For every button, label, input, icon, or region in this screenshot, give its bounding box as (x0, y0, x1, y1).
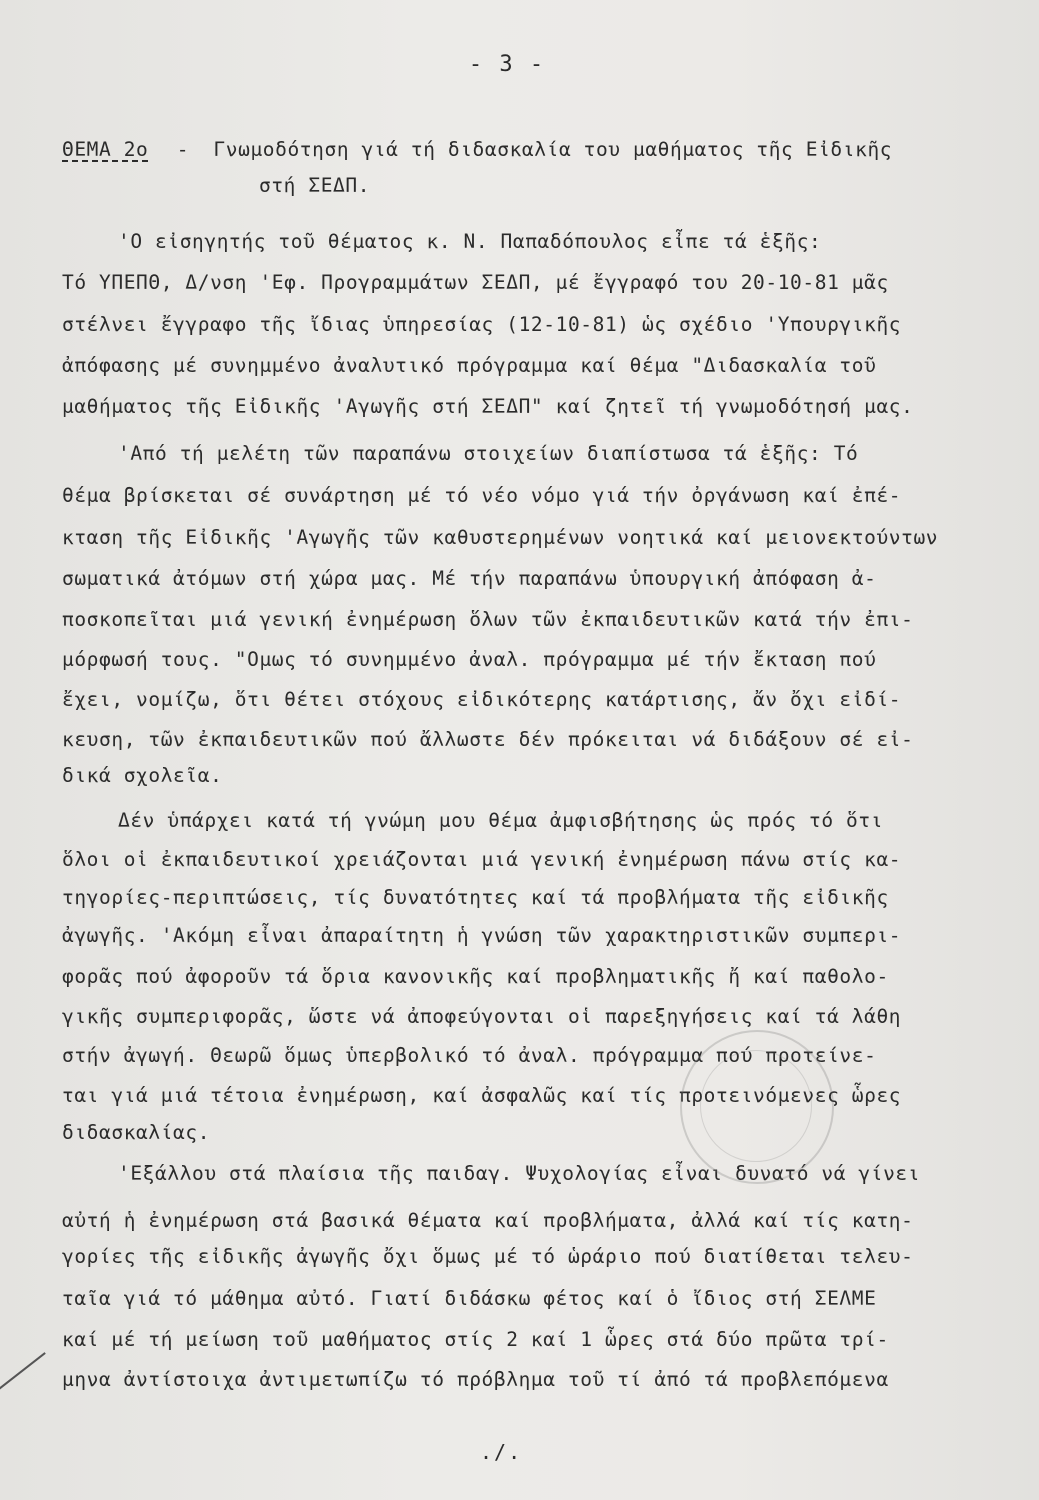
text-line: 'Ο εἰσηγητής τοῦ θέματος κ. Ν. Παπαδόπουλος εἶπε τά ἑξῆς: (118, 230, 822, 253)
page-number: - 3 - (468, 52, 546, 77)
text-line: σωματικά ἀτόμων στή χώρα μας. Μέ τήν παραπάνω ὑπουργική ἀπόφαση ἀ- (62, 567, 877, 590)
continuation-mark: ./. (480, 1440, 523, 1464)
text-line: καί μέ τή μείωση τοῦ μαθήματος στίς 2 καί 1 ὧρες στά δύο πρῶτα τρί- (62, 1328, 889, 1351)
margin-stroke (0, 1352, 46, 1397)
heading-line-1 (62, 136, 892, 164)
text-line: μηνα ἀντίστοιχα ἀντιμετωπίζω τό πρόβλημα τοῦ τί ἀπό τά προβλεπόμενα (62, 1368, 889, 1391)
text-line: διδασκαλίας. (62, 1121, 211, 1144)
text-line: ταῖα γιά τό μάθημα αὐτό. Γιατί διδάσκω φέτος καί ὁ ἴδιος στή ΣΕΛΜΕ (62, 1287, 877, 1310)
text-line: φορᾶς πού ἀφοροῦν τά ὅρια κανονικῆς καί προβληματικῆς ἤ καί παθολο- (62, 965, 889, 988)
text-line: τηγορίες-περιπτώσεις, τίς δυνατότητες καί τά προβλήματα τῆς εἰδικῆς (62, 886, 889, 909)
text-line: ἀπόφασης μέ συνημμένο ἀναλυτικό πρόγραμμα καί θέμα "Διδασκαλία τοῦ (62, 354, 877, 377)
text-line: ται γιά μιά τέτοια ἐνημέρωση, καί ἀσφαλῶς καί τίς προτεινόμενες ὧρες (62, 1084, 902, 1107)
text-line: στήν ἀγωγή. Θεωρῶ ὅμως ὑπερβολικό τό ἀναλ. πρόγραμμα πού προτείνε- (62, 1044, 877, 1067)
heading-title-line2: στή ΣΕΔΠ. (259, 174, 371, 197)
text-line: ποσκοπεῖται μιά γενική ἐνημέρωση ὅλων τῶν ἐκπαιδευτικῶν κατά τήν ἐπι- (62, 608, 914, 631)
text-line: μόρφωσή τους. "Ομως τό συνημμένο ἀναλ. πρόγραμμα μέ τήν ἔκταση πού (62, 648, 877, 671)
text-line: 'Εξάλλου στά πλαίσια τῆς παιδαγ. Ψυχολογίας εἶναι δυνατό νά γίνει (118, 1162, 921, 1185)
stamp (680, 1030, 834, 1184)
text-line: θέμα βρίσκεται σέ συνάρτηση μέ τό νέο νόμο γιά τήν ὀργάνωση καί ἐπέ- (62, 484, 902, 507)
text-line: γορίες τῆς εἰδικῆς ἀγωγῆς ὄχι ὅμως μέ τό ὡράριο πού διατίθεται τελευ- (62, 1245, 914, 1268)
text-line: Τό ΥΠΕΠΘ, Δ/νση 'Εφ. Προγραμμάτων ΣΕΔΠ, μέ ἔγγραφό του 20-10-81 μᾶς (62, 271, 889, 294)
text-line: Δέν ὑπάρχει κατά τή γνώμη μου θέμα ἀμφισβήτησης ὡς πρός τό ὅτι (118, 809, 884, 832)
heading-dash: - (176, 138, 190, 161)
text-line: δικά σχολεῖα. (62, 764, 223, 787)
heading-title-line1: Γνωμοδότηση γιά τή διδασκαλία του μαθήματος τῆς Εἰδικῆς (213, 138, 893, 161)
text-line: κταση τῆς Εἰδικῆς 'Αγωγῆς τῶν καθυστερημένων νοητικά καί μειονεκτούντων (62, 526, 939, 549)
text-line: κευση, τῶν ἐκπαιδευτικῶν πού ἄλλωστε δέν πρόκειται νά διδάξουν σέ εἰ- (62, 728, 914, 751)
text-line: αὐτή ἡ ἐνημέρωση στά βασικά θέματα καί προβλήματα, ἀλλά καί τίς κατη- (62, 1209, 914, 1232)
text-line: 'Από τή μελέτη τῶν παραπάνω στοιχείων διαπίστωσα τά ἑξῆς: Τό (118, 442, 859, 465)
text-line: ἔχει, νομίζω, ὅτι θέτει στόχους εἰδικότερης κατάρτισης, ἄν ὄχι εἰδί- (62, 688, 902, 711)
text-line: ὅλοι οἱ ἐκπαιδευτικοί χρειάζονται μιά γενική ἐνημέρωση πάνω στίς κα- (62, 848, 902, 871)
heading-label: ΘΕΜΑ 2ο (62, 138, 149, 161)
text-line: στέλνει ἔγγραφο τῆς ἴδιας ὑπηρεσίας (12-10-81) ὡς σχέδιο 'Υπουργικῆς (62, 313, 902, 336)
text-line: ἀγωγῆς. 'Ακόμη εἶναι ἀπαραίτητη ἡ γνώση τῶν χαρακτηριστικῶν συμπερι- (62, 924, 902, 947)
text-line: γικῆς συμπεριφορᾶς, ὥστε νά ἀποφεύγονται οἱ παρεξηγήσεις καί τά λάθη (62, 1005, 902, 1028)
text-line: μαθήματος τῆς Εἰδικῆς 'Αγωγῆς στή ΣΕΔΠ" καί ζητεῖ τή γνωμοδότησή μας. (62, 395, 914, 418)
